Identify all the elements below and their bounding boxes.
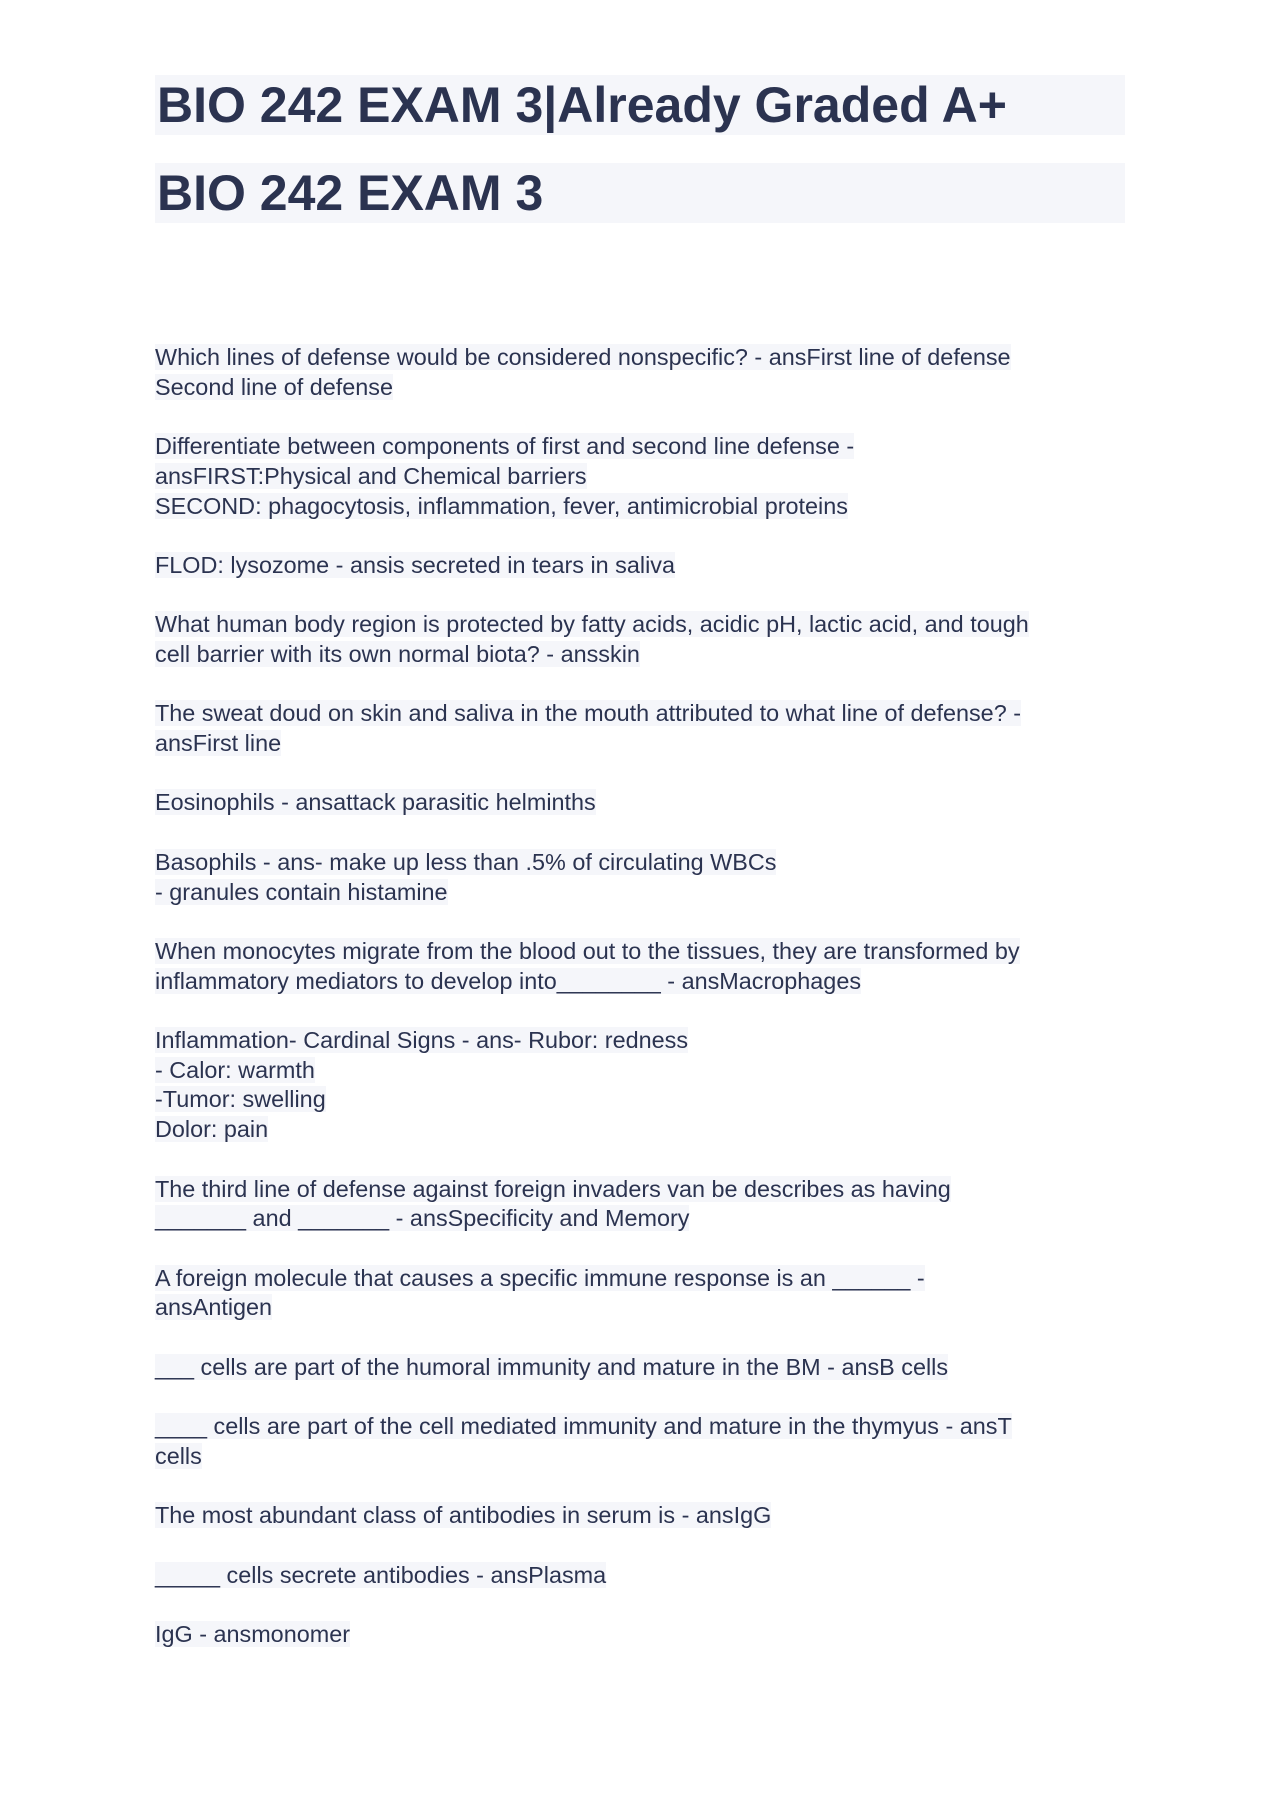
qa-entry-15 xyxy=(155,1561,1125,1591)
qa-line: Eosinophils - ansattack parasitic helminths xyxy=(155,789,596,816)
qa-entry-13 xyxy=(155,1412,1125,1471)
qa-line: - Calor: warmth xyxy=(155,1056,315,1083)
document-title: BIO 242 EXAM 3|Already Graded A+ xyxy=(155,75,1125,135)
qa-line: -Tumor: swelling xyxy=(155,1086,326,1113)
qa-entry-16 xyxy=(155,1620,1125,1650)
question-list xyxy=(155,343,1125,1650)
qa-line: Inflammation- Cardinal Signs - ans- Rubor: redness xyxy=(155,1027,689,1054)
qa-line: ansFirst line xyxy=(155,730,282,757)
qa-entry-7 xyxy=(155,848,1125,907)
qa-line: What human body region is protected by fatty acids, acidic pH, lactic acid, and tough xyxy=(155,611,1029,638)
qa-line: Basophils - ans- make up less than .5% of circulating WBCs xyxy=(155,848,777,875)
qa-line: ___ cells are part of the humoral immunity and mature in the BM - ansB cells xyxy=(155,1353,949,1380)
qa-line: _____ cells secrete antibodies - ansPlasma xyxy=(155,1561,607,1588)
qa-entry-5 xyxy=(155,699,1125,758)
qa-line: Differentiate between components of first and second line defense - xyxy=(155,433,855,460)
qa-line: cells xyxy=(155,1442,202,1469)
qa-entry-10 xyxy=(155,1175,1125,1234)
qa-entry-12 xyxy=(155,1353,1125,1383)
qa-entry-6 xyxy=(155,788,1125,818)
qa-line: The most abundant class of antibodies in serum is - ansIgG xyxy=(155,1502,772,1529)
qa-line: The third line of defense against foreign invaders van be describes as having xyxy=(155,1175,951,1202)
qa-line: ansAntigen xyxy=(155,1294,273,1321)
qa-line: - granules contain histamine xyxy=(155,878,448,905)
qa-entry-1 xyxy=(155,343,1125,402)
qa-entry-3 xyxy=(155,551,1125,581)
qa-entry-14 xyxy=(155,1501,1125,1531)
qa-line: The sweat doud on skin and saliva in the mouth attributed to what line of defense? - xyxy=(155,700,1021,727)
qa-line: IgG - ansmonomer xyxy=(155,1621,350,1647)
qa-entry-2 xyxy=(155,432,1125,521)
qa-entry-9 xyxy=(155,1026,1125,1145)
qa-line: A foreign molecule that causes a specific immune response is an ______ - xyxy=(155,1264,925,1291)
qa-line: ____ cells are part of the cell mediated immunity and mature in the thymyus - ansT xyxy=(155,1413,1012,1440)
qa-line: cell barrier with its own normal biota? - ansskin xyxy=(155,640,640,667)
qa-entry-4 xyxy=(155,610,1125,669)
qa-line: ansFIRST:Physical and Chemical barriers xyxy=(155,462,587,489)
qa-line: FLOD: lysozome - ansis secreted in tears in saliva xyxy=(155,551,675,578)
qa-line: _______ and _______ - ansSpecificity and Memory xyxy=(155,1205,690,1232)
document-page xyxy=(155,75,1125,1679)
qa-entry-8 xyxy=(155,937,1125,996)
qa-line: inflammatory mediators to develop into________ - ansMacrophages xyxy=(155,967,862,994)
qa-line: SECOND: phagocytosis, inflammation, fever, antimicrobial proteins xyxy=(155,492,848,519)
qa-line: When monocytes migrate from the blood out to the tissues, they are transformed by xyxy=(155,937,1020,964)
qa-line: Second line of defense xyxy=(155,373,393,400)
qa-entry-11 xyxy=(155,1264,1125,1323)
qa-line: Dolor: pain xyxy=(155,1116,269,1143)
document-subtitle: BIO 242 EXAM 3 xyxy=(155,163,1125,223)
qa-line: Which lines of defense would be considered nonspecific? - ansFirst line of defense xyxy=(155,344,1011,370)
